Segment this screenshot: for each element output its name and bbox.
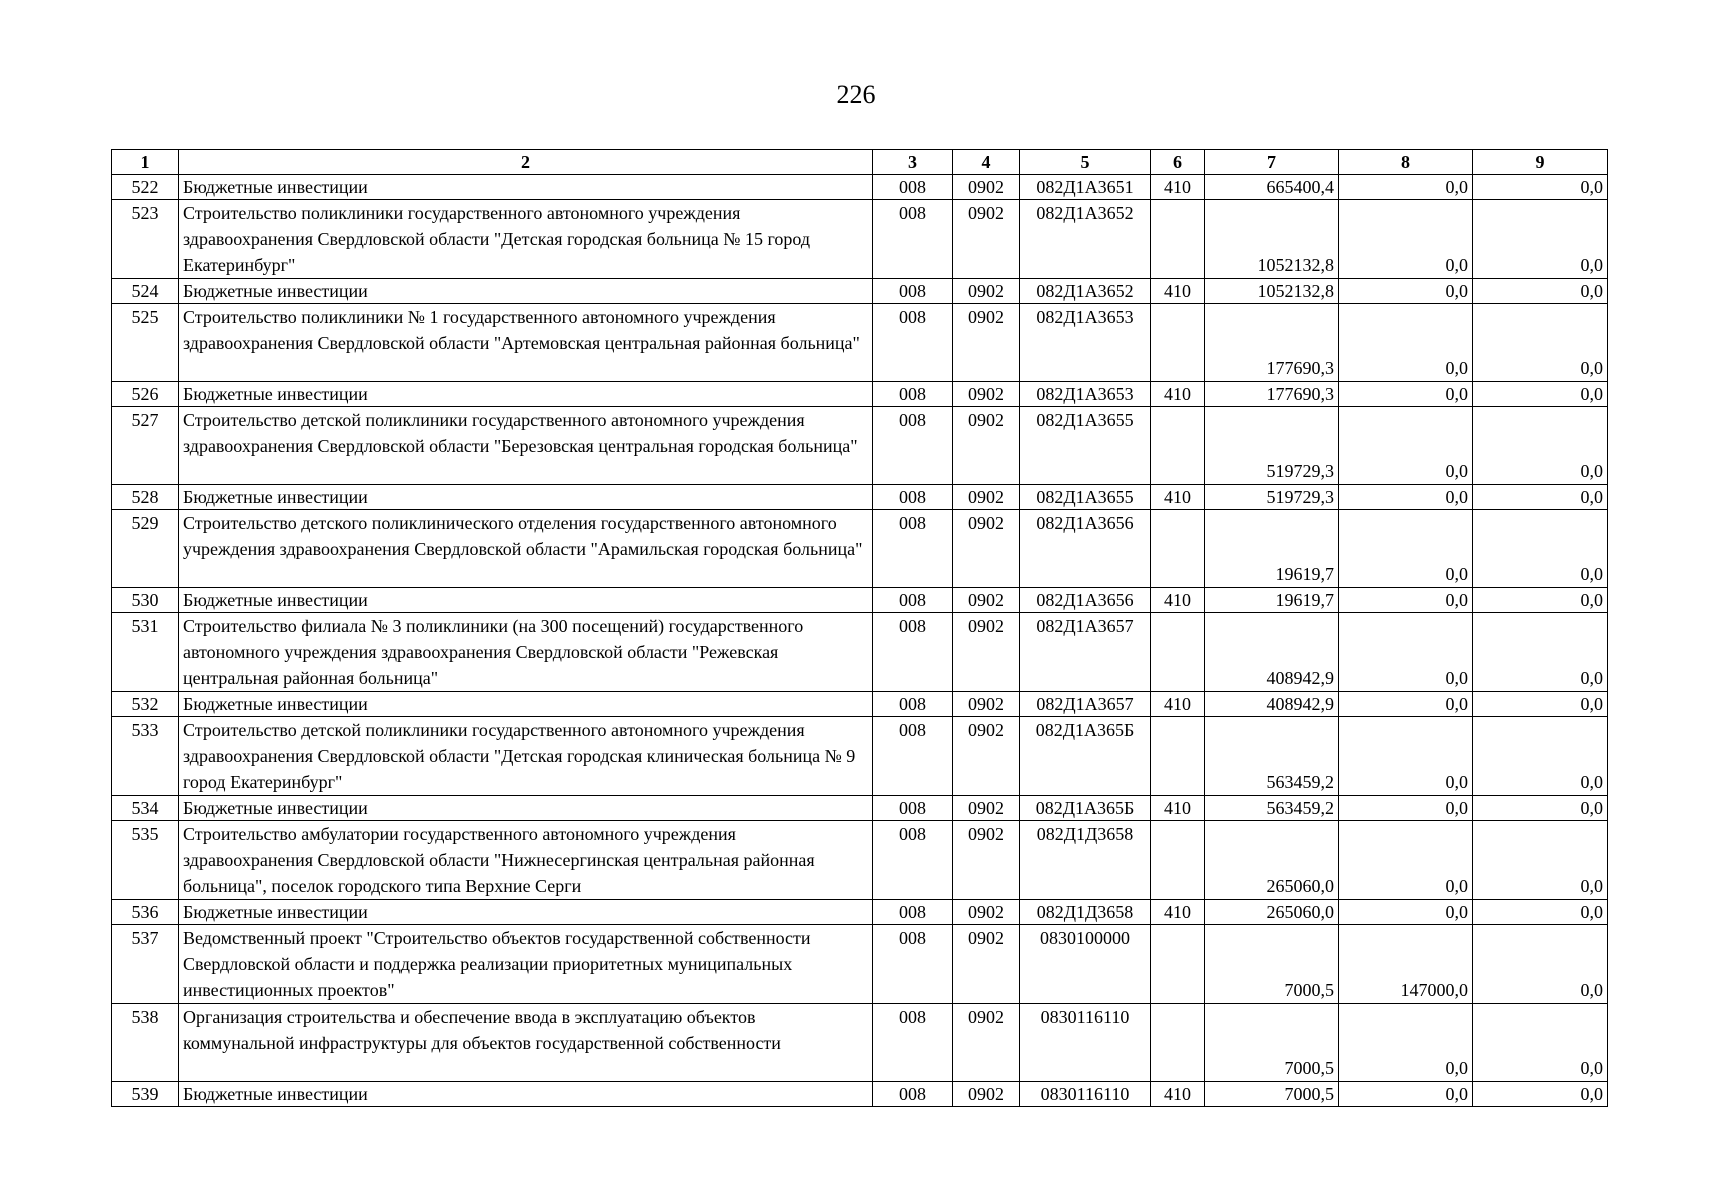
description-cell: Бюджетные инвестиции bbox=[179, 485, 873, 510]
table-row bbox=[112, 1082, 1608, 1107]
amount-col7-cell: 7000,5 bbox=[1205, 1082, 1339, 1107]
amount-col9-cell: 0,0 bbox=[1473, 485, 1608, 510]
amount-col8-cell: 0,0 bbox=[1339, 485, 1473, 510]
section-code-cell: 0902 bbox=[953, 613, 1020, 692]
table-row bbox=[112, 796, 1608, 821]
row-number-cell: 523 bbox=[112, 200, 179, 279]
amount-col8-cell: 147000,0 bbox=[1339, 925, 1473, 1004]
admin-code-cell: 008 bbox=[873, 279, 953, 304]
amount-col7-cell: 19619,7 bbox=[1205, 588, 1339, 613]
budget-table bbox=[111, 149, 1608, 1107]
row-number-cell: 522 bbox=[112, 175, 179, 200]
target-article-cell: 082Д1А3656 bbox=[1020, 588, 1151, 613]
row-number-cell: 525 bbox=[112, 304, 179, 382]
admin-code-cell: 008 bbox=[873, 613, 953, 692]
column-header: 8 bbox=[1339, 150, 1473, 175]
description-cell: Бюджетные инвестиции bbox=[179, 692, 873, 717]
admin-code-cell: 008 bbox=[873, 821, 953, 900]
description-cell: Строительство детского поликлинического отделения государственного автономного учреждения здравоохранения Свердловской области "Арамильская городская больница" bbox=[179, 510, 873, 588]
amount-col8-cell: 0,0 bbox=[1339, 692, 1473, 717]
target-article-cell: 082Д1А365Б bbox=[1020, 796, 1151, 821]
admin-code-cell: 008 bbox=[873, 796, 953, 821]
amount-col9-cell: 0,0 bbox=[1473, 717, 1608, 796]
expense-type-cell bbox=[1151, 717, 1205, 796]
description-cell: Бюджетные инвестиции bbox=[179, 175, 873, 200]
table-row bbox=[112, 692, 1608, 717]
admin-code-cell: 008 bbox=[873, 925, 953, 1004]
expense-type-cell bbox=[1151, 613, 1205, 692]
expense-type-cell bbox=[1151, 925, 1205, 1004]
target-article-cell: 0830116110 bbox=[1020, 1082, 1151, 1107]
amount-col7-cell: 7000,5 bbox=[1205, 925, 1339, 1004]
amount-col9-cell: 0,0 bbox=[1473, 692, 1608, 717]
admin-code-cell: 008 bbox=[873, 304, 953, 382]
amount-col8-cell: 0,0 bbox=[1339, 304, 1473, 382]
expense-type-cell: 410 bbox=[1151, 588, 1205, 613]
row-number-cell: 539 bbox=[112, 1082, 179, 1107]
table-row bbox=[112, 821, 1608, 900]
description-cell: Бюджетные инвестиции bbox=[179, 796, 873, 821]
amount-col9-cell: 0,0 bbox=[1473, 200, 1608, 279]
header-row bbox=[112, 150, 1608, 175]
description-cell: Строительство амбулатории государственного автономного учреждения здравоохранения Свердловской области "Нижнесергинская центральная районная больница", поселок городского типа Верхние Серги bbox=[179, 821, 873, 900]
amount-col9-cell: 0,0 bbox=[1473, 796, 1608, 821]
table-row bbox=[112, 407, 1608, 485]
admin-code-cell: 008 bbox=[873, 485, 953, 510]
amount-col9-cell: 0,0 bbox=[1473, 304, 1608, 382]
section-code-cell: 0902 bbox=[953, 200, 1020, 279]
admin-code-cell: 008 bbox=[873, 900, 953, 925]
section-code-cell: 0902 bbox=[953, 407, 1020, 485]
column-header: 9 bbox=[1473, 150, 1608, 175]
amount-col8-cell: 0,0 bbox=[1339, 613, 1473, 692]
section-code-cell: 0902 bbox=[953, 279, 1020, 304]
section-code-cell: 0902 bbox=[953, 588, 1020, 613]
target-article-cell: 082Д1Д3658 bbox=[1020, 900, 1151, 925]
row-number-cell: 526 bbox=[112, 382, 179, 407]
amount-col9-cell: 0,0 bbox=[1473, 1082, 1608, 1107]
amount-col8-cell: 0,0 bbox=[1339, 510, 1473, 588]
amount-col7-cell: 1052132,8 bbox=[1205, 279, 1339, 304]
section-code-cell: 0902 bbox=[953, 510, 1020, 588]
column-header: 6 bbox=[1151, 150, 1205, 175]
row-number-cell: 534 bbox=[112, 796, 179, 821]
table-row bbox=[112, 900, 1608, 925]
amount-col8-cell: 0,0 bbox=[1339, 796, 1473, 821]
description-cell: Организация строительства и обеспечение ввода в эксплуатацию объектов коммунальной инфраструктуры для объектов государственной собственности bbox=[179, 1004, 873, 1082]
description-cell: Строительство детской поликлиники государственного автономного учреждения здравоохранения Свердловской области "Детская городская клиническая больница № 9 город Екатеринбург" bbox=[179, 717, 873, 796]
column-header: 2 bbox=[179, 150, 873, 175]
amount-col9-cell: 0,0 bbox=[1473, 279, 1608, 304]
section-code-cell: 0902 bbox=[953, 304, 1020, 382]
description-cell: Бюджетные инвестиции bbox=[179, 1082, 873, 1107]
section-code-cell: 0902 bbox=[953, 925, 1020, 1004]
amount-col9-cell: 0,0 bbox=[1473, 175, 1608, 200]
target-article-cell: 082Д1А3652 bbox=[1020, 200, 1151, 279]
table-row bbox=[112, 925, 1608, 1004]
row-number-cell: 536 bbox=[112, 900, 179, 925]
amount-col7-cell: 408942,9 bbox=[1205, 613, 1339, 692]
row-number-cell: 531 bbox=[112, 613, 179, 692]
amount-col8-cell: 0,0 bbox=[1339, 279, 1473, 304]
amount-col8-cell: 0,0 bbox=[1339, 382, 1473, 407]
amount-col8-cell: 0,0 bbox=[1339, 407, 1473, 485]
description-cell: Строительство поликлиники государственного автономного учреждения здравоохранения Свердловской области "Детская городская больница № 15 город Екатеринбург" bbox=[179, 200, 873, 279]
expense-type-cell bbox=[1151, 200, 1205, 279]
amount-col7-cell: 265060,0 bbox=[1205, 900, 1339, 925]
description-cell: Ведомственный проект "Строительство объектов государственной собственности Свердловской области и поддержка реализации приоритетных муниципальных инвестиционных проектов" bbox=[179, 925, 873, 1004]
amount-col7-cell: 519729,3 bbox=[1205, 485, 1339, 510]
column-header: 1 bbox=[112, 150, 179, 175]
section-code-cell: 0902 bbox=[953, 692, 1020, 717]
amount-col9-cell: 0,0 bbox=[1473, 588, 1608, 613]
target-article-cell: 082Д1А365Б bbox=[1020, 717, 1151, 796]
section-code-cell: 0902 bbox=[953, 1004, 1020, 1082]
amount-col8-cell: 0,0 bbox=[1339, 175, 1473, 200]
section-code-cell: 0902 bbox=[953, 796, 1020, 821]
expense-type-cell bbox=[1151, 1004, 1205, 1082]
amount-col8-cell: 0,0 bbox=[1339, 717, 1473, 796]
amount-col8-cell: 0,0 bbox=[1339, 588, 1473, 613]
expense-type-cell: 410 bbox=[1151, 1082, 1205, 1107]
row-number-cell: 538 bbox=[112, 1004, 179, 1082]
admin-code-cell: 008 bbox=[873, 175, 953, 200]
amount-col7-cell: 177690,3 bbox=[1205, 382, 1339, 407]
amount-col7-cell: 519729,3 bbox=[1205, 407, 1339, 485]
amount-col7-cell: 408942,9 bbox=[1205, 692, 1339, 717]
amount-col8-cell: 0,0 bbox=[1339, 821, 1473, 900]
admin-code-cell: 008 bbox=[873, 200, 953, 279]
amount-col7-cell: 1052132,8 bbox=[1205, 200, 1339, 279]
amount-col9-cell: 0,0 bbox=[1473, 1004, 1608, 1082]
target-article-cell: 082Д1Д3658 bbox=[1020, 821, 1151, 900]
target-article-cell: 0830116110 bbox=[1020, 1004, 1151, 1082]
amount-col7-cell: 19619,7 bbox=[1205, 510, 1339, 588]
amount-col7-cell: 177690,3 bbox=[1205, 304, 1339, 382]
expense-type-cell bbox=[1151, 821, 1205, 900]
description-cell: Бюджетные инвестиции bbox=[179, 900, 873, 925]
column-header: 4 bbox=[953, 150, 1020, 175]
admin-code-cell: 008 bbox=[873, 717, 953, 796]
table-row bbox=[112, 382, 1608, 407]
expense-type-cell: 410 bbox=[1151, 900, 1205, 925]
target-article-cell: 082Д1А3657 bbox=[1020, 692, 1151, 717]
column-header: 3 bbox=[873, 150, 953, 175]
target-article-cell: 082Д1А3653 bbox=[1020, 304, 1151, 382]
description-cell: Бюджетные инвестиции bbox=[179, 382, 873, 407]
expense-type-cell bbox=[1151, 407, 1205, 485]
row-number-cell: 535 bbox=[112, 821, 179, 900]
table-row bbox=[112, 279, 1608, 304]
target-article-cell: 082Д1А3657 bbox=[1020, 613, 1151, 692]
amount-col8-cell: 0,0 bbox=[1339, 1004, 1473, 1082]
table-row bbox=[112, 1004, 1608, 1082]
row-number-cell: 527 bbox=[112, 407, 179, 485]
table-row bbox=[112, 717, 1608, 796]
amount-col7-cell: 665400,4 bbox=[1205, 175, 1339, 200]
table-row bbox=[112, 485, 1608, 510]
amount-col7-cell: 563459,2 bbox=[1205, 796, 1339, 821]
admin-code-cell: 008 bbox=[873, 692, 953, 717]
amount-col8-cell: 0,0 bbox=[1339, 1082, 1473, 1107]
section-code-cell: 0902 bbox=[953, 1082, 1020, 1107]
column-header: 5 bbox=[1020, 150, 1151, 175]
description-cell: Строительство филиала № 3 поликлиники (на 300 посещений) государственного автономного учреждения здравоохранения Свердловской области "Режевская центральная районная больница" bbox=[179, 613, 873, 692]
expense-type-cell: 410 bbox=[1151, 796, 1205, 821]
row-number-cell: 533 bbox=[112, 717, 179, 796]
section-code-cell: 0902 bbox=[953, 175, 1020, 200]
target-article-cell: 0830100000 bbox=[1020, 925, 1151, 1004]
row-number-cell: 529 bbox=[112, 510, 179, 588]
expense-type-cell: 410 bbox=[1151, 485, 1205, 510]
amount-col9-cell: 0,0 bbox=[1473, 613, 1608, 692]
target-article-cell: 082Д1А3651 bbox=[1020, 175, 1151, 200]
table-row bbox=[112, 510, 1608, 588]
target-article-cell: 082Д1А3652 bbox=[1020, 279, 1151, 304]
table-row bbox=[112, 200, 1608, 279]
admin-code-cell: 008 bbox=[873, 1004, 953, 1082]
admin-code-cell: 008 bbox=[873, 1082, 953, 1107]
amount-col9-cell: 0,0 bbox=[1473, 925, 1608, 1004]
table-row bbox=[112, 175, 1608, 200]
section-code-cell: 0902 bbox=[953, 382, 1020, 407]
admin-code-cell: 008 bbox=[873, 510, 953, 588]
amount-col9-cell: 0,0 bbox=[1473, 821, 1608, 900]
row-number-cell: 528 bbox=[112, 485, 179, 510]
amount-col7-cell: 265060,0 bbox=[1205, 821, 1339, 900]
description-cell: Бюджетные инвестиции bbox=[179, 279, 873, 304]
table-row bbox=[112, 304, 1608, 382]
expense-type-cell: 410 bbox=[1151, 692, 1205, 717]
admin-code-cell: 008 bbox=[873, 407, 953, 485]
description-cell: Строительство детской поликлиники государственного автономного учреждения здравоохранения Свердловской области "Березовская центральная городская больница" bbox=[179, 407, 873, 485]
row-number-cell: 532 bbox=[112, 692, 179, 717]
description-cell: Строительство поликлиники № 1 государственного автономного учреждения здравоохранения Свердловской области "Артемовская центральная районная больница" bbox=[179, 304, 873, 382]
section-code-cell: 0902 bbox=[953, 900, 1020, 925]
table-body bbox=[112, 175, 1608, 1107]
amount-col7-cell: 563459,2 bbox=[1205, 717, 1339, 796]
description-cell: Бюджетные инвестиции bbox=[179, 588, 873, 613]
expense-type-cell bbox=[1151, 304, 1205, 382]
row-number-cell: 537 bbox=[112, 925, 179, 1004]
amount-col9-cell: 0,0 bbox=[1473, 407, 1608, 485]
expense-type-cell: 410 bbox=[1151, 279, 1205, 304]
column-header: 7 bbox=[1205, 150, 1339, 175]
amount-col8-cell: 0,0 bbox=[1339, 200, 1473, 279]
target-article-cell: 082Д1А3655 bbox=[1020, 485, 1151, 510]
target-article-cell: 082Д1А3655 bbox=[1020, 407, 1151, 485]
page-number: 226 bbox=[836, 80, 876, 109]
expense-type-cell: 410 bbox=[1151, 175, 1205, 200]
amount-col9-cell: 0,0 bbox=[1473, 900, 1608, 925]
expense-type-cell: 410 bbox=[1151, 382, 1205, 407]
section-code-cell: 0902 bbox=[953, 485, 1020, 510]
row-number-cell: 524 bbox=[112, 279, 179, 304]
amount-col7-cell: 7000,5 bbox=[1205, 1004, 1339, 1082]
table-row bbox=[112, 588, 1608, 613]
admin-code-cell: 008 bbox=[873, 588, 953, 613]
section-code-cell: 0902 bbox=[953, 821, 1020, 900]
amount-col9-cell: 0,0 bbox=[1473, 510, 1608, 588]
section-code-cell: 0902 bbox=[953, 717, 1020, 796]
amount-col9-cell: 0,0 bbox=[1473, 382, 1608, 407]
amount-col8-cell: 0,0 bbox=[1339, 900, 1473, 925]
expense-type-cell bbox=[1151, 510, 1205, 588]
target-article-cell: 082Д1А3656 bbox=[1020, 510, 1151, 588]
row-number-cell: 530 bbox=[112, 588, 179, 613]
admin-code-cell: 008 bbox=[873, 382, 953, 407]
target-article-cell: 082Д1А3653 bbox=[1020, 382, 1151, 407]
table-row bbox=[112, 613, 1608, 692]
